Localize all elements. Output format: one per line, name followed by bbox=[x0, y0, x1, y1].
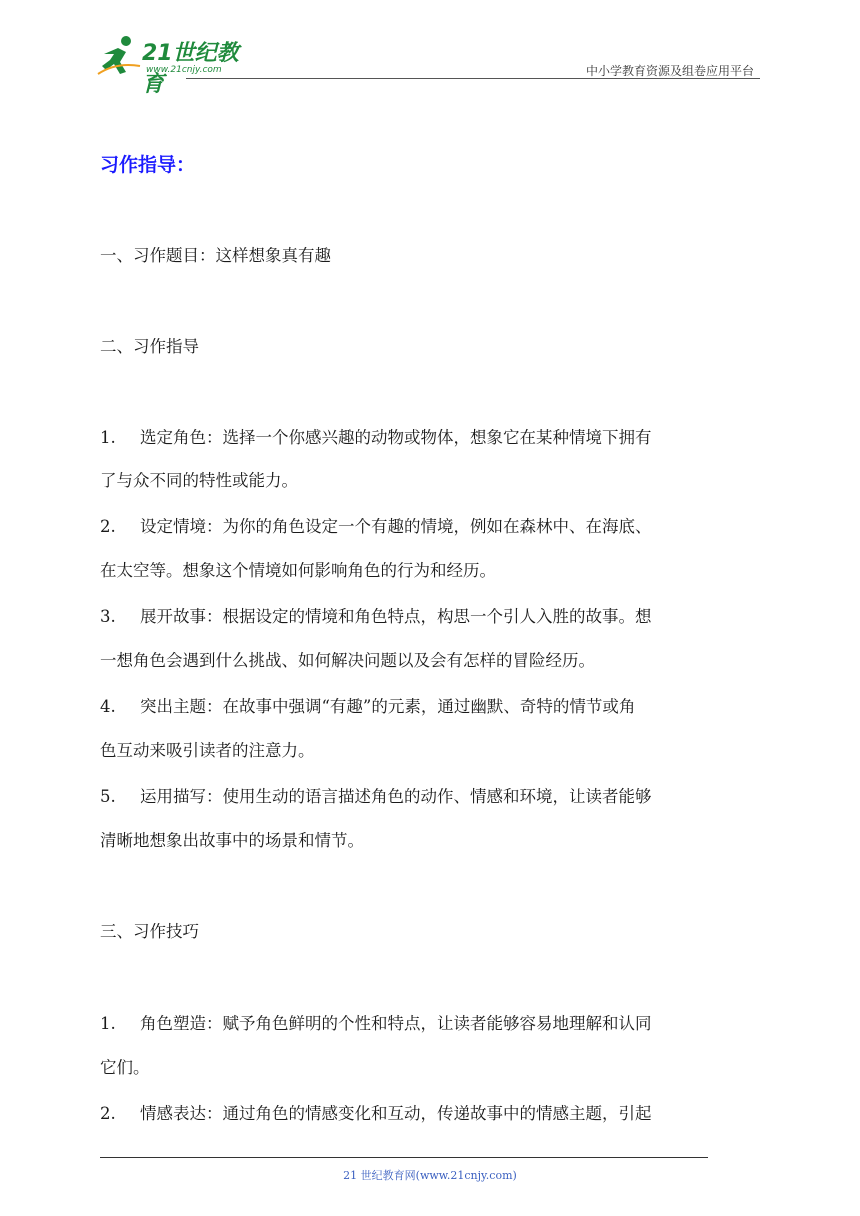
item-number: 5. bbox=[100, 787, 116, 806]
guide-item-1-cont: 了与众不同的特性或能力。 bbox=[100, 471, 298, 490]
section-heading-1: 一、习作题目：这样想象真有趣 bbox=[100, 246, 331, 265]
tip-item-1-cont: 它们。 bbox=[100, 1058, 150, 1077]
logo bbox=[96, 32, 256, 97]
item-number: 4. bbox=[100, 697, 116, 716]
item-number: 2. bbox=[100, 517, 116, 536]
item-number: 1. bbox=[100, 428, 116, 447]
item-number: 1. bbox=[100, 1014, 116, 1033]
section-heading-2: 二、习作指导 bbox=[100, 337, 199, 356]
guide-item-3-cont: 一想角色会遇到什么挑战、如何解决问题以及会有怎样的冒险经历。 bbox=[100, 651, 595, 670]
section-heading-3: 三、习作技巧 bbox=[100, 922, 199, 941]
item-number: 2. bbox=[100, 1104, 116, 1123]
logo-url: www.21cnjy.com bbox=[146, 65, 222, 75]
guide-item-1 bbox=[100, 427, 652, 449]
header-divider bbox=[186, 78, 760, 79]
platform-label: 中小学教育资源及组卷应用平台 bbox=[585, 64, 754, 78]
tip-item-2 bbox=[100, 1103, 652, 1125]
item-text: 展开故事：根据设定的情境和角色特点，构思一个引人入胜的故事。想 bbox=[140, 607, 652, 626]
item-number: 3. bbox=[100, 607, 116, 626]
guide-item-3 bbox=[100, 606, 652, 628]
guide-item-2 bbox=[100, 516, 652, 538]
item-text: 情感表达：通过角色的情感变化和互动，传递故事中的情感主题，引起 bbox=[140, 1104, 652, 1123]
guide-item-5 bbox=[100, 786, 652, 808]
item-text: 运用描写：使用生动的语言描述角色的动作、情感和环境，让读者能够 bbox=[140, 787, 652, 806]
guide-item-2-cont: 在太空等。想象这个情境如何影响角色的行为和经历。 bbox=[100, 561, 496, 580]
item-text: 突出主题：在故事中强调“有趣”的元素，通过幽默、奇特的情节或角 bbox=[140, 697, 636, 716]
page-title: 习作指导： bbox=[100, 154, 196, 176]
runner-logo-icon bbox=[96, 32, 144, 78]
logo-text: 21世纪教育 bbox=[142, 41, 239, 97]
page-header bbox=[96, 30, 760, 97]
guide-item-5-cont: 清晰地想象出故事中的场景和情节。 bbox=[100, 831, 364, 850]
footer-divider bbox=[100, 1157, 708, 1158]
tip-item-1 bbox=[100, 1013, 652, 1035]
item-text: 设定情境：为你的角色设定一个有趣的情境，例如在森林中、在海底、 bbox=[140, 517, 652, 536]
guide-item-4 bbox=[100, 696, 635, 718]
footer-link[interactable]: 21 世纪教育网(www.21cnjy.com) bbox=[343, 1169, 517, 1182]
guide-item-4-cont: 色互动来吸引读者的注意力。 bbox=[100, 741, 315, 760]
item-text: 选定角色：选择一个你感兴趣的动物或物体，想象它在某种情境下拥有 bbox=[140, 428, 652, 447]
item-text: 角色塑造：赋予角色鲜明的个性和特点，让读者能够容易地理解和认同 bbox=[140, 1014, 652, 1033]
